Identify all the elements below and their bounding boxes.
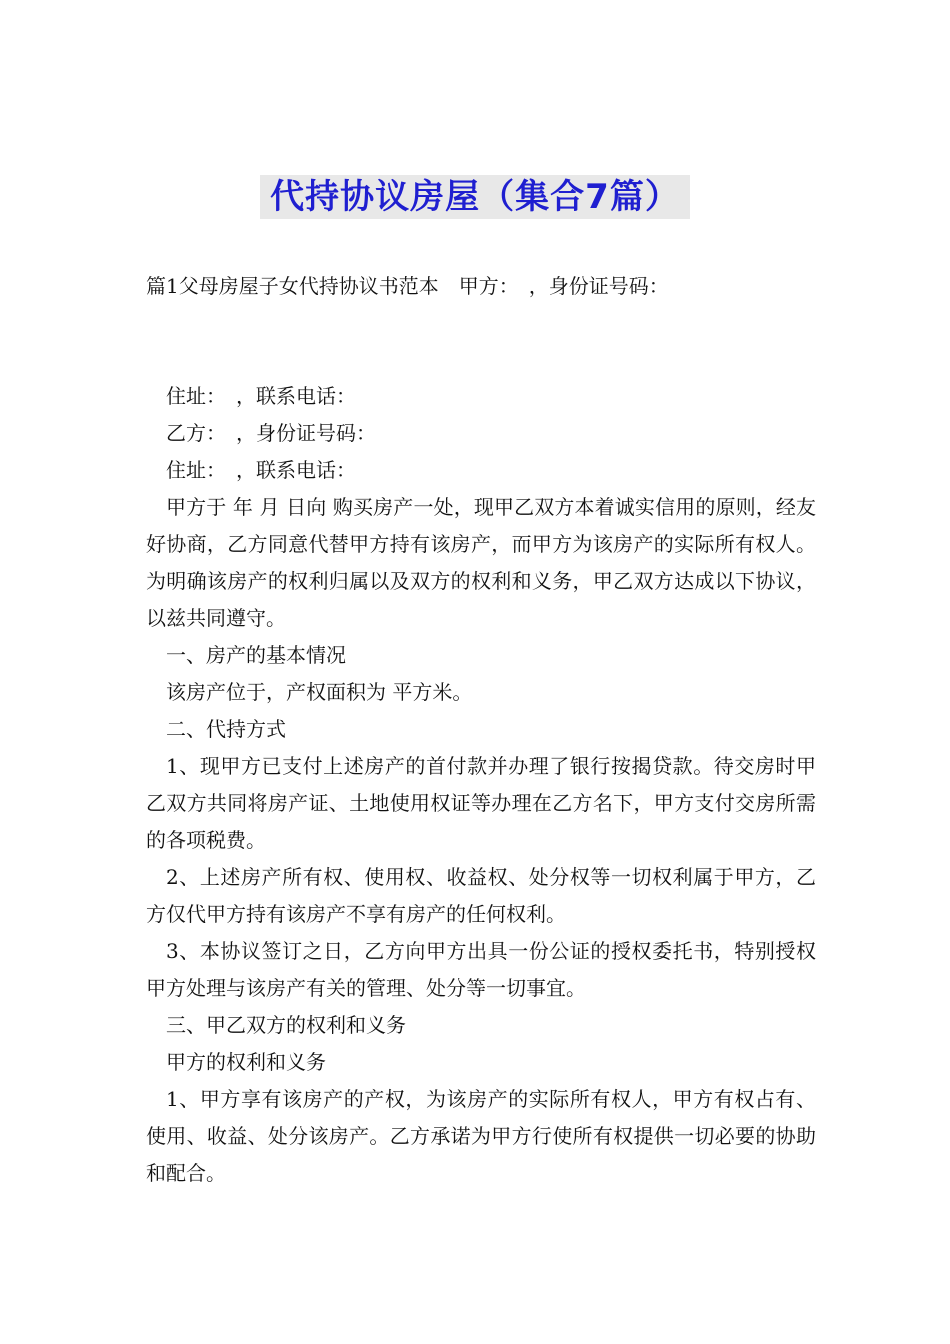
section-heading-3: 三、甲乙双方的权利和义务 xyxy=(166,1013,406,1037)
paragraph-address-b: 住址： ，联系电话： xyxy=(166,458,356,482)
document-body xyxy=(146,378,816,1192)
section-heading-2: 二、代持方式 xyxy=(166,717,286,741)
paragraph-property-location: 该房产位于，产权面积为 平方米。 xyxy=(166,680,473,704)
first-line: 篇1父母房屋子女代持协议书范本 甲方： ，身份证号码： xyxy=(146,274,669,298)
paragraph-clause-2-3: 3、本协议签订之日，乙方向甲方出具一份公证的授权委托书，特别授权甲方处理与该房产有关的管理、处分等一切事宜。 xyxy=(146,939,816,1000)
paragraph-clause-2-2: 2、上述房产所有权、使用权、收益权、处分权等一切权利属于甲方，乙方仅代甲方持有该房产不享有房产的任何权利。 xyxy=(146,865,816,926)
document-title: 代持协议房屋（集合7篇） xyxy=(260,175,690,219)
paragraph-intro: 甲方于 年 月 日向 购买房产一处，现甲乙双方本着诚实信用的原则，经友好协商，乙方同意代替甲方持有该房产，而甲方为该房产的实际所有权人。为明确该房产的权利归属以及双方的权利和义务，甲乙双方达成以下协议，以兹共同遵守。 xyxy=(146,495,816,630)
paragraph-clause-2-1: 1、现甲方已支付上述房产的首付款并办理了银行按揭贷款。待交房时甲乙双方共同将房产证、土地使用权证等办理在乙方名下，甲方支付交房所需的各项税费。 xyxy=(146,754,816,852)
paragraph-party-b: 乙方： ，身份证号码： xyxy=(166,421,376,445)
section-heading-1: 一、房产的基本情况 xyxy=(166,643,346,667)
paragraph-address-a: 住址： ，联系电话： xyxy=(166,384,356,408)
paragraph-clause-3-1: 1、甲方享有该房产的产权，为该房产的实际所有权人，甲方有权占有、使用、收益、处分该房产。乙方承诺为甲方行使所有权提供一切必要的协助和配合。 xyxy=(146,1087,816,1185)
title-container xyxy=(0,175,950,219)
subsection-heading-party-a: 甲方的权利和义务 xyxy=(166,1050,326,1074)
